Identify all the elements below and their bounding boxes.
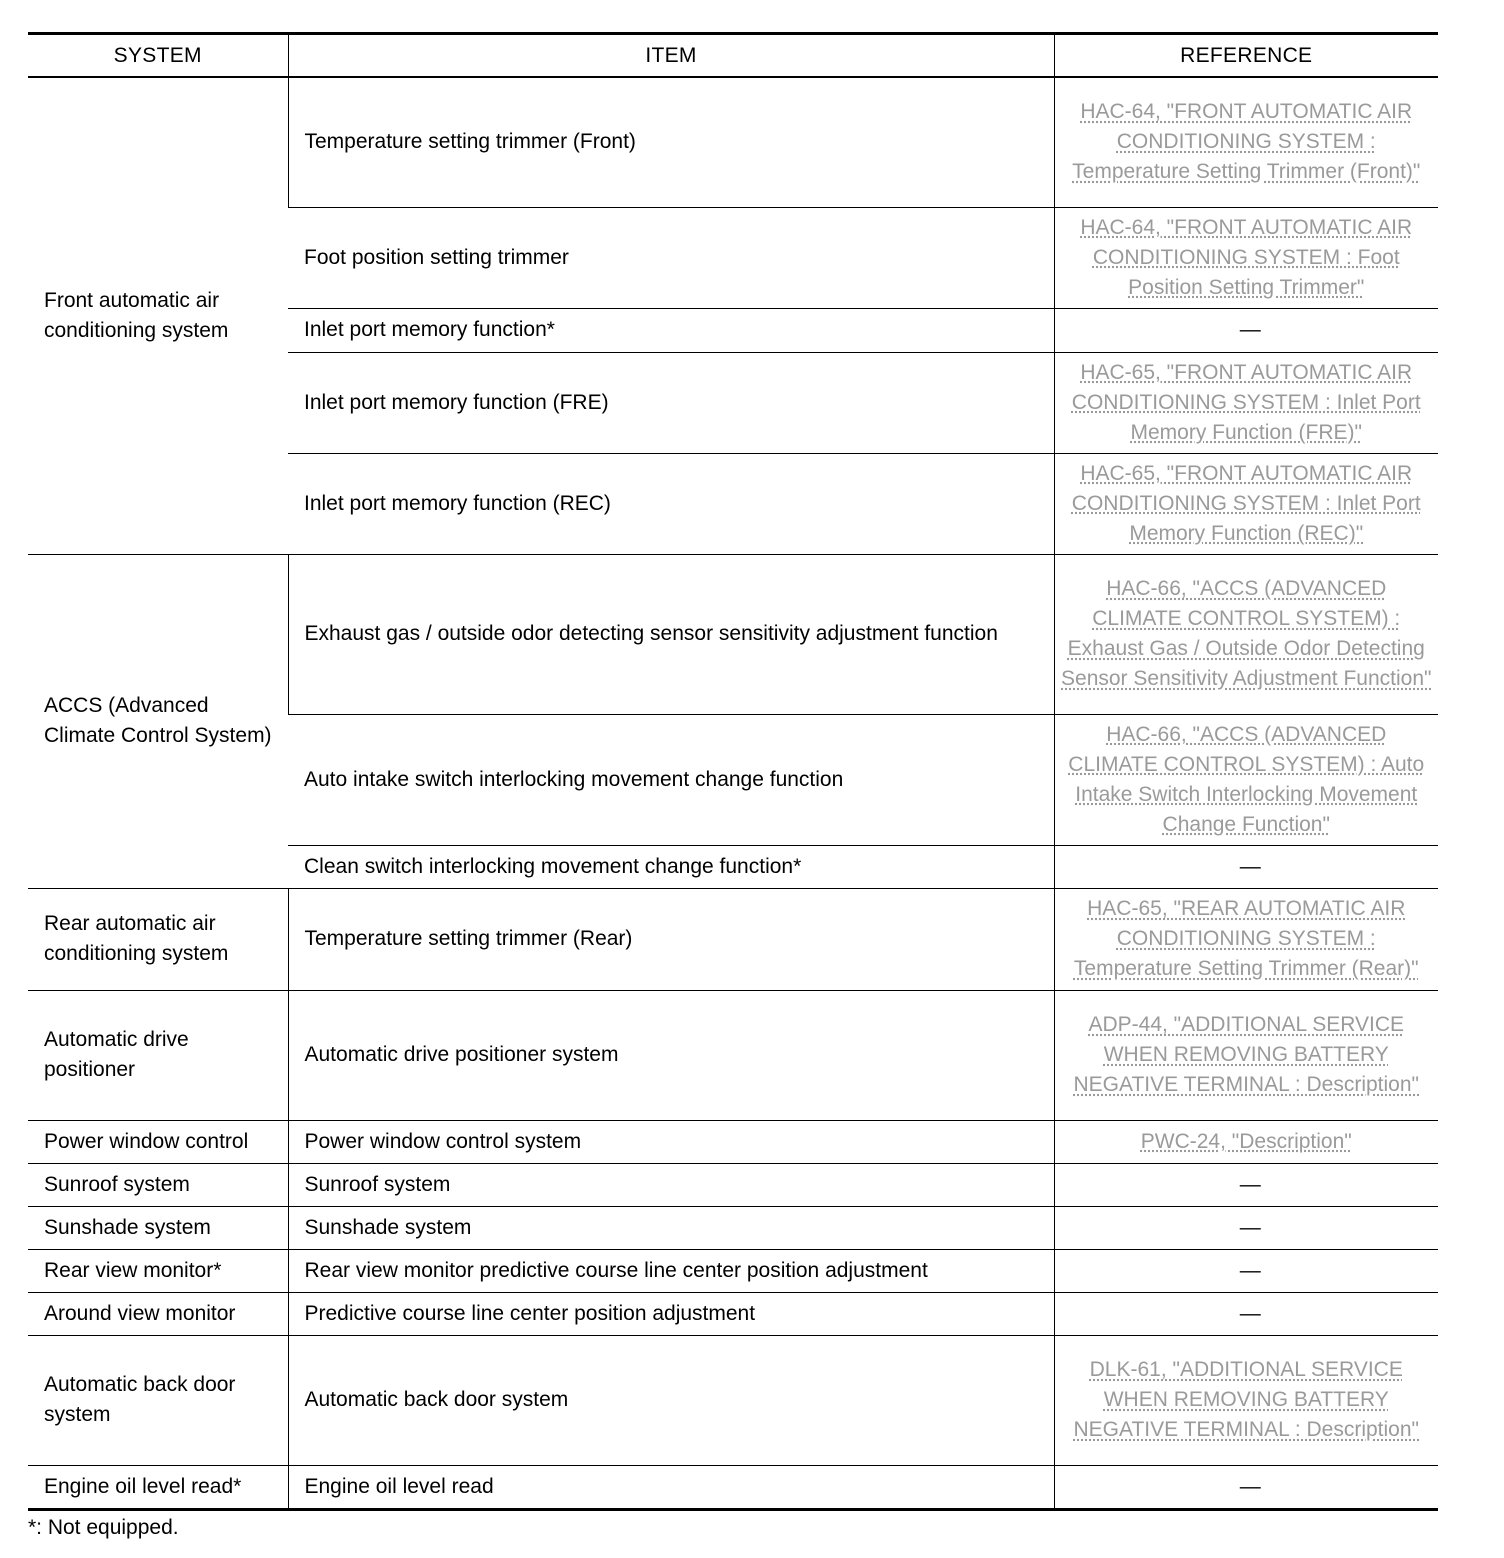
reference-cell: — bbox=[1054, 1163, 1438, 1206]
reference-link[interactable]: ADP-44, "ADDITIONAL SERVICE WHEN REMOVING BATTERY NEGATIVE TERMINAL : Description" bbox=[1073, 1013, 1419, 1096]
table-row bbox=[28, 554, 1438, 714]
system-cell: Rear automatic air conditioning system bbox=[28, 888, 288, 990]
reference-link[interactable]: DLK-61, "ADDITIONAL SERVICE WHEN REMOVING BATTERY NEGATIVE TERMINAL : Description" bbox=[1073, 1358, 1419, 1441]
reference-cell: — bbox=[1054, 1465, 1438, 1509]
item-cell: Clean switch interlocking movement change function* bbox=[288, 845, 1054, 888]
reference-cell bbox=[1054, 554, 1438, 714]
reference-cell bbox=[1054, 352, 1438, 453]
system-cell: Sunroof system bbox=[28, 1163, 288, 1206]
table-row bbox=[28, 1120, 1438, 1163]
item-cell: Rear view monitor predictive course line center position adjustment bbox=[288, 1249, 1054, 1292]
system-cell: ACCS (Advanced Climate Control System) bbox=[28, 554, 288, 888]
item-cell: Temperature setting trimmer (Front) bbox=[288, 77, 1054, 207]
reference-link[interactable]: HAC-65, "FRONT AUTOMATIC AIR CONDITIONING SYSTEM : Inlet Port Memory Function (FRE)" bbox=[1071, 360, 1421, 444]
reference-cell: — bbox=[1054, 1206, 1438, 1249]
reference-cell: — bbox=[1054, 308, 1438, 352]
reference-cell: — bbox=[1054, 845, 1438, 888]
table-body bbox=[28, 77, 1438, 1509]
item-cell: Temperature setting trimmer (Rear) bbox=[288, 888, 1054, 990]
reference-link[interactable]: HAC-64, "FRONT AUTOMATIC AIR CONDITIONING SYSTEM : Foot Position Setting Trimmer" bbox=[1080, 215, 1413, 299]
reference-cell bbox=[1054, 77, 1438, 207]
reference-cell bbox=[1054, 714, 1438, 845]
reference-cell bbox=[1054, 453, 1438, 554]
table-row bbox=[28, 1292, 1438, 1335]
item-cell: Sunroof system bbox=[288, 1163, 1054, 1206]
item-cell: Inlet port memory function* bbox=[288, 308, 1054, 352]
item-cell: Power window control system bbox=[288, 1120, 1054, 1163]
header-row bbox=[28, 34, 1438, 78]
table-row bbox=[28, 1163, 1438, 1206]
item-cell: Sunshade system bbox=[288, 1206, 1054, 1249]
reference-cell: — bbox=[1054, 1249, 1438, 1292]
system-cell: Engine oil level read* bbox=[28, 1465, 288, 1509]
reference-cell bbox=[1054, 207, 1438, 308]
reference-cell bbox=[1054, 1120, 1438, 1163]
reference-cell bbox=[1054, 1335, 1438, 1465]
footnote: *: Not equipped. bbox=[28, 1516, 179, 1539]
table-row bbox=[28, 77, 1438, 207]
item-cell: Inlet port memory function (REC) bbox=[288, 453, 1054, 554]
system-cell: Sunshade system bbox=[28, 1206, 288, 1249]
table-row bbox=[28, 990, 1438, 1120]
reference-cell bbox=[1054, 990, 1438, 1120]
system-cell: Automatic drive positioner bbox=[28, 990, 288, 1120]
item-cell: Foot position setting trimmer bbox=[288, 207, 1054, 308]
header-system: SYSTEM bbox=[113, 43, 202, 67]
item-cell: Automatic back door system bbox=[288, 1335, 1054, 1465]
reference-table bbox=[28, 32, 1438, 1511]
reference-link[interactable]: HAC-64, "FRONT AUTOMATIC AIR CONDITIONING SYSTEM : Temperature Setting Trimmer (Front)" bbox=[1072, 100, 1421, 184]
header-reference: REFERENCE bbox=[1054, 34, 1438, 78]
reference-cell bbox=[1054, 888, 1438, 990]
system-cell: Power window control bbox=[28, 1120, 288, 1163]
reference-link[interactable]: HAC-65, "REAR AUTOMATIC AIR CONDITIONING SYSTEM : Temperature Setting Trimmer (Rear)" bbox=[1073, 897, 1419, 980]
system-cell: Automatic back door system bbox=[28, 1335, 288, 1465]
reference-link[interactable]: HAC-66, "ACCS (ADVANCED CLIMATE CONTROL SYSTEM) : Auto Intake Switch Interlocking Movement Change Function" bbox=[1068, 722, 1425, 836]
item-cell: Predictive course line center position adjustment bbox=[288, 1292, 1054, 1335]
table-row bbox=[28, 1335, 1438, 1465]
header-item: ITEM bbox=[288, 34, 1054, 78]
item-cell: Inlet port memory function (FRE) bbox=[288, 352, 1054, 453]
reference-link[interactable]: HAC-66, "ACCS (ADVANCED CLIMATE CONTROL SYSTEM) : Exhaust Gas / Outside Odor Detecting Sensor Sensitivity Adjustment Function" bbox=[1061, 577, 1432, 690]
system-cell: Around view monitor bbox=[28, 1292, 288, 1335]
item-cell: Engine oil level read bbox=[288, 1465, 1054, 1509]
item-cell: Exhaust gas / outside odor detecting sensor sensitivity adjustment function bbox=[288, 554, 1054, 714]
system-cell: Rear view monitor* bbox=[28, 1249, 288, 1292]
item-cell: Auto intake switch interlocking movement change function bbox=[288, 714, 1054, 845]
table-row bbox=[28, 1206, 1438, 1249]
reference-link[interactable]: HAC-65, "FRONT AUTOMATIC AIR CONDITIONING SYSTEM : Inlet Port Memory Function (REC)" bbox=[1071, 461, 1421, 545]
table-row bbox=[28, 1465, 1438, 1509]
table-row bbox=[28, 888, 1438, 990]
reference-link[interactable]: PWC-24, "Description" bbox=[1140, 1129, 1352, 1153]
table-row bbox=[28, 1249, 1438, 1292]
item-cell: Automatic drive positioner system bbox=[288, 990, 1054, 1120]
reference-cell: — bbox=[1054, 1292, 1438, 1335]
system-cell: Front automatic air conditioning system bbox=[28, 77, 288, 554]
